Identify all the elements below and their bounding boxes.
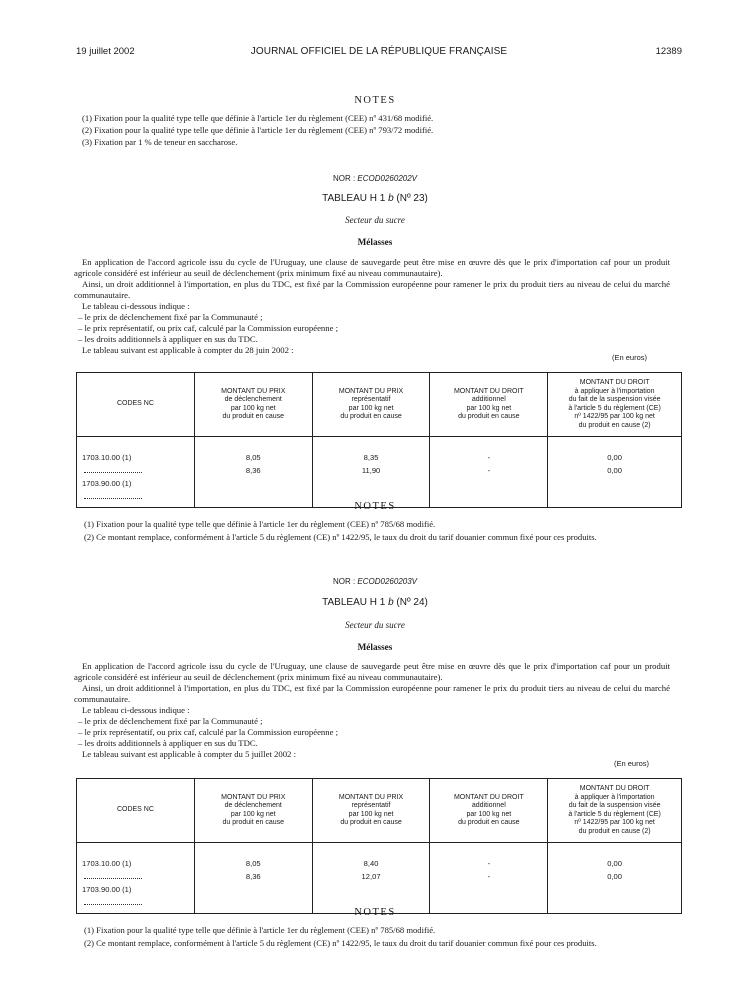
nor-code: ECOD0260202V — [357, 174, 418, 183]
table-title: TABLEAU H 1 b (Nº 24) — [322, 597, 428, 608]
journal-title: JOURNAL OFFICIEL DE LA RÉPUBLIQUE FRANÇAISE — [250, 46, 508, 57]
list-item: – le prix de déclenchement fixé par la Communauté ; — [78, 716, 263, 726]
nor-reference: NOR : ECOD0260202V — [332, 174, 418, 183]
notes-heading: NOTES — [354, 95, 396, 106]
column-header: MONTANT DU DROIT additionnel par 100 kg net du produit en cause — [430, 373, 548, 437]
page-number: 12389 — [655, 46, 682, 57]
price-table — [76, 778, 682, 914]
notes-heading: NOTES — [354, 501, 396, 512]
leader-dots — [84, 490, 142, 499]
paragraph: Ainsi, un droit additionnel à l'importation, en plus du TDC, est fixé par la Commission européenne pour ramener le prix du produit tiers au niveau de celui du marché communautaire. — [74, 683, 670, 704]
codes-cell — [77, 843, 195, 914]
representatif-cell: 8,35 11,90 — [312, 437, 430, 508]
paragraph: Ainsi, un droit additionnel à l'importation, en plus du TDC, est fixé par la Commission européenne pour ramener le prix du produit tiers au niveau de celui du marché communautaire. — [74, 279, 670, 300]
table-row: 1703.90.00 (1) — [82, 883, 191, 909]
applicable-date: Le tableau suivant est applicable à compter du 28 juin 2002 : — [82, 345, 294, 355]
section-notes — [76, 518, 672, 542]
table-body-row — [77, 843, 682, 914]
page-header — [76, 46, 682, 60]
column-header: MONTANT DU PRIX de déclenchement par 100 kg net du produit en cause — [194, 373, 312, 437]
note-item: (1) Fixation pour la qualité type telle que définie à l'article 1er du règlement (CEE) nº 431/68 modifié. — [82, 113, 434, 123]
column-header: MONTANT DU PRIX de déclenchement par 100 kg net du produit en cause — [194, 779, 312, 843]
suspension-cell: 0,00 0,00 — [548, 843, 682, 914]
product-title: Mélasses — [357, 642, 393, 652]
paragraph: En application de l'accord agricole issu du cycle de l'Uruguay, une clause de sauvegarde peut être mise en œuvre dès que le prix d'importation caf pour un produit agricole considéré est inférieur au seuil de déclenchement (prix minimum fixé au niveau communautaire). — [74, 257, 670, 278]
sector-title: Secteur du sucre — [345, 215, 405, 225]
list-item: – le prix représentatif, ou prix caf, calculé par la Commission européenne ; — [78, 323, 339, 333]
codes-cell — [77, 437, 195, 508]
column-header: CODES NC — [77, 373, 195, 437]
leader-dots — [84, 896, 142, 905]
list-intro: Le tableau ci-dessous indique : — [82, 705, 190, 715]
column-header: MONTANT DU PRIX représentatif par 100 kg net du produit en cause — [312, 779, 430, 843]
note-item: (3) Fixation par 1 % de teneur en saccharose. — [82, 137, 238, 147]
column-header: CODES NC — [77, 779, 195, 843]
list-item: – le prix représentatif, ou prix caf, calculé par la Commission européenne ; — [78, 727, 339, 737]
note-item: (2) Ce montant remplace, conformément à l'article 5 du règlement (CE) nº 1422/95, le taux du droit du tarif douanier commun fixé pour ces produits. — [84, 532, 597, 542]
declenchement-cell: 8,05 8,36 — [194, 843, 312, 914]
leader-dots — [84, 870, 142, 879]
representatif-cell: 8,40 12,07 — [312, 843, 430, 914]
section-body — [74, 257, 670, 356]
note-item: (1) Fixation pour la qualité type telle que définie à l'article 1er du règlement (CEE) nº 785/68 modifié. — [84, 519, 436, 529]
suspension-cell: 0,00 0,00 — [548, 437, 682, 508]
column-header: MONTANT DU DROIT additionnel par 100 kg net du produit en cause — [430, 779, 548, 843]
currency-unit: (En euros) — [612, 353, 648, 362]
table-header-row — [77, 373, 682, 437]
table-row: 1703.10.00 (1) — [82, 451, 191, 477]
section-notes — [76, 924, 672, 948]
table-row: 1703.10.00 (1) — [82, 857, 191, 883]
top-notes — [82, 112, 672, 148]
table-body-row — [77, 437, 682, 508]
sector-title: Secteur du sucre — [345, 620, 405, 630]
list-item: – le prix de déclenchement fixé par la Communauté ; — [78, 312, 263, 322]
notes-heading: NOTES — [354, 907, 396, 918]
table-row: 1703.90.00 (1) — [82, 477, 191, 503]
declenchement-cell: 8,05 8,36 — [194, 437, 312, 508]
nor-code: ECOD0260203V — [357, 577, 418, 586]
column-header: MONTANT DU DROIT à appliquer à l'importation du fait de la suspension visée à l'article 5 du règlement (CE) nº 1422/95 par 100 kg net du produit en cause (2) — [548, 779, 682, 843]
applicable-date: Le tableau suivant est applicable à compter du 5 juillet 2002 : — [82, 749, 296, 759]
column-header: MONTANT DU PRIX représentatif par 100 kg net du produit en cause — [312, 373, 430, 437]
header-date: 19 juillet 2002 — [76, 46, 135, 57]
product-title: Mélasses — [357, 237, 393, 247]
list-item: – les droits additionnels à appliquer en sus du TDC. — [78, 334, 258, 344]
additionnel-cell: - - — [430, 843, 548, 914]
list-item: – les droits additionnels à appliquer en sus du TDC. — [78, 738, 258, 748]
price-table — [76, 372, 682, 508]
leader-dots — [84, 464, 142, 473]
currency-unit: (En euros) — [614, 759, 650, 768]
note-item: (2) Ce montant remplace, conformément à l'article 5 du règlement (CE) nº 1422/95, le taux du droit du tarif douanier commun fixé pour ces produits. — [84, 938, 597, 948]
note-item: (2) Fixation pour la qualité type telle que définie à l'article 1er du règlement (CEE) nº 793/72 modifié. — [82, 125, 434, 135]
nor-reference: NOR : ECOD0260203V — [332, 577, 418, 586]
table-header-row — [77, 779, 682, 843]
column-header: MONTANT DU DROIT à appliquer à l'importation du fait de la suspension visée à l'article 5 du règlement (CE) nº 1422/95 par 100 kg net du produit en cause (2) — [548, 373, 682, 437]
additionnel-cell: - - — [430, 437, 548, 508]
table-title: TABLEAU H 1 b (Nº 23) — [322, 193, 428, 204]
section-body — [74, 661, 670, 760]
note-item: (1) Fixation pour la qualité type telle que définie à l'article 1er du règlement (CEE) nº 785/68 modifié. — [84, 925, 436, 935]
list-intro: Le tableau ci-dessous indique : — [82, 301, 190, 311]
paragraph: En application de l'accord agricole issu du cycle de l'Uruguay, une clause de sauvegarde peut être mise en œuvre dès que le prix d'importation caf pour un produit agricole considéré est inférieur au seuil de déclenchement (prix minimum fixé au niveau communautaire). — [74, 661, 670, 682]
